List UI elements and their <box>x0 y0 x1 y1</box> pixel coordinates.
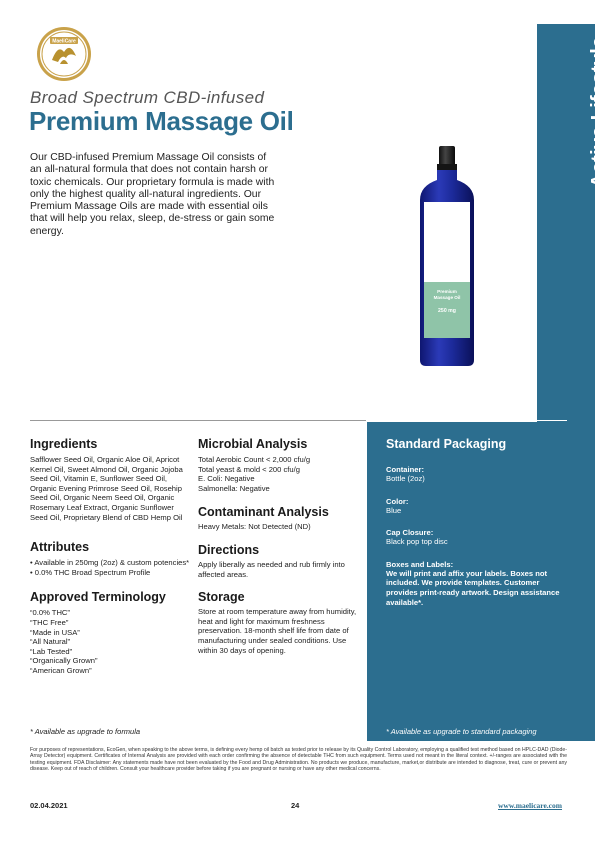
legal-disclaimer: For purposes of representations, EcoGen, when speaking to the above terms, is defining every hemp oil batch as tested prior to release by its Quality Control Laboratory, employing a qualified test method based on HPLC-DAD (Diode-Array Detector) equipment. Certificates of Internal Analysis are provided with each order confirming the absence of detectable THC from such equipment. Terms used not meant in the literal context. +/-ranges are associated with the testing equipment. FDA Disclaimer: Any statements made have not been evaluated by the Food and Drug Administration. No products we produce, manufacture, market,or distribute are intended to diagnose, treat, cure or prevent any disease. Keep out of reach of children. Consult your healthcare provider before taking if you are pregnant or nursing or have any other medical concerns. <box>30 747 567 773</box>
container-label: Container: <box>386 465 424 474</box>
left-column <box>30 437 190 676</box>
microbial-item: Total yeast & mold < 200 cfu/g <box>198 464 300 474</box>
section-divider <box>30 420 366 421</box>
attributes-heading: Attributes <box>30 540 90 555</box>
svg-text:Massage Oil: Massage Oil <box>433 295 461 300</box>
product-subtitle: Broad Spectrum CBD-infused <box>30 88 265 107</box>
page-number: 24 <box>291 801 300 810</box>
directions-text: Apply liberally as needed and rub firmly into affected areas. <box>198 559 345 579</box>
microbial-item: E. Coli: Negative <box>198 474 255 484</box>
website-link[interactable]: www.maelicare.com <box>498 801 563 810</box>
contaminant-heading: Contaminant Analysis <box>198 505 329 520</box>
microbial-item: Total Aerobic Count < 2,000 cfu/g <box>198 455 311 464</box>
terminology-item: “Organically Grown” <box>30 656 98 666</box>
footnote-formula: * Available as upgrade to formula <box>30 727 141 736</box>
svg-text:250 mg: 250 mg <box>438 308 456 314</box>
maelicare-logo-icon <box>36 26 92 82</box>
product-title: Premium Massage Oil <box>29 106 294 136</box>
container-value: Bottle (2oz) <box>386 474 425 483</box>
side-title: Active Lifestyle <box>588 36 610 188</box>
color-value: Blue <box>386 505 402 515</box>
footnote-packaging: * Available as upgrade to standard packaging <box>386 727 537 736</box>
document-date: 02.04.2021 <box>30 801 68 810</box>
color-label: Color: <box>386 496 409 506</box>
terminology-item: “American Grown” <box>30 665 92 675</box>
storage-text: Store at room temperature away from humidity, heat and light for maximum freshness preservation. 18-month shelf life from date of manufacturing under sealed conditions. Use within 30 days of opening. <box>198 607 357 655</box>
boxes-value: We will print and affix your labels. Boxes not included. We provide templates. Customer provides print-ready artwork. Design assistance available*. <box>386 568 560 607</box>
terminology-item: “Lab Tested” <box>30 646 73 656</box>
panel-divider <box>386 420 567 421</box>
svg-text:MaeliCare: MaeliCare <box>52 38 76 45</box>
packaging-column <box>386 437 566 607</box>
boxes-label: Boxes and Labels: <box>386 559 454 569</box>
intro-paragraph: Our CBD-infused Premium Massage Oil consists of an all-natural formula that does not contain harsh or toxic chemicals. Our proprietary formula is made with only the highest quality all-natural ingredients. Our Premium Massage Oils are made with essential oils that will help you relax, sleep, de-stress or gain some energy. <box>30 152 275 237</box>
microbial-heading: Microbial Analysis <box>198 437 308 451</box>
contaminant-text: Heavy Metals: Not Detected (ND) <box>198 522 311 532</box>
terminology-heading: Approved Terminology <box>30 590 166 605</box>
ingredients-text: Safflower Seed Oil, Organic Aloe Oil, Apricot Kernel Oil, Sweet Almond Oil, Organic Jojoba Seed Oil, Vitamin E, Sunflower Seed Oil, Organic Evening Primrose Seed Oil, Rosehip Seed Oil, Organic Neem Seed Oil, Organic Rosemary Leaf Extract, Organic Sunflower Seed Oil, Proprietary Blend of CBD Hemp Oil <box>30 455 183 522</box>
middle-column <box>198 437 366 655</box>
attribute-item: • Available in 250mg (2oz) & custom potencies* <box>30 558 190 568</box>
ingredients-heading: Ingredients <box>30 437 98 451</box>
storage-heading: Storage <box>198 590 245 605</box>
terminology-item: “THC Free” <box>30 617 69 627</box>
terminology-item: “All Natural” <box>30 637 71 647</box>
microbial-item: Salmonella: Negative <box>198 483 270 493</box>
terminology-item: “Made in USA” <box>30 627 80 637</box>
attribute-item: • 0.0% THC Broad Spectrum Profile <box>30 567 151 577</box>
svg-text:Premium: Premium <box>437 289 457 294</box>
cap-value: Black pop top disc <box>386 537 448 547</box>
terminology-item: “0.0% THC” <box>30 608 70 618</box>
cap-label: Cap Closure: <box>386 528 434 538</box>
packaging-heading: Standard Packaging <box>386 437 507 451</box>
directions-heading: Directions <box>198 542 260 557</box>
bottle-image <box>412 140 482 370</box>
